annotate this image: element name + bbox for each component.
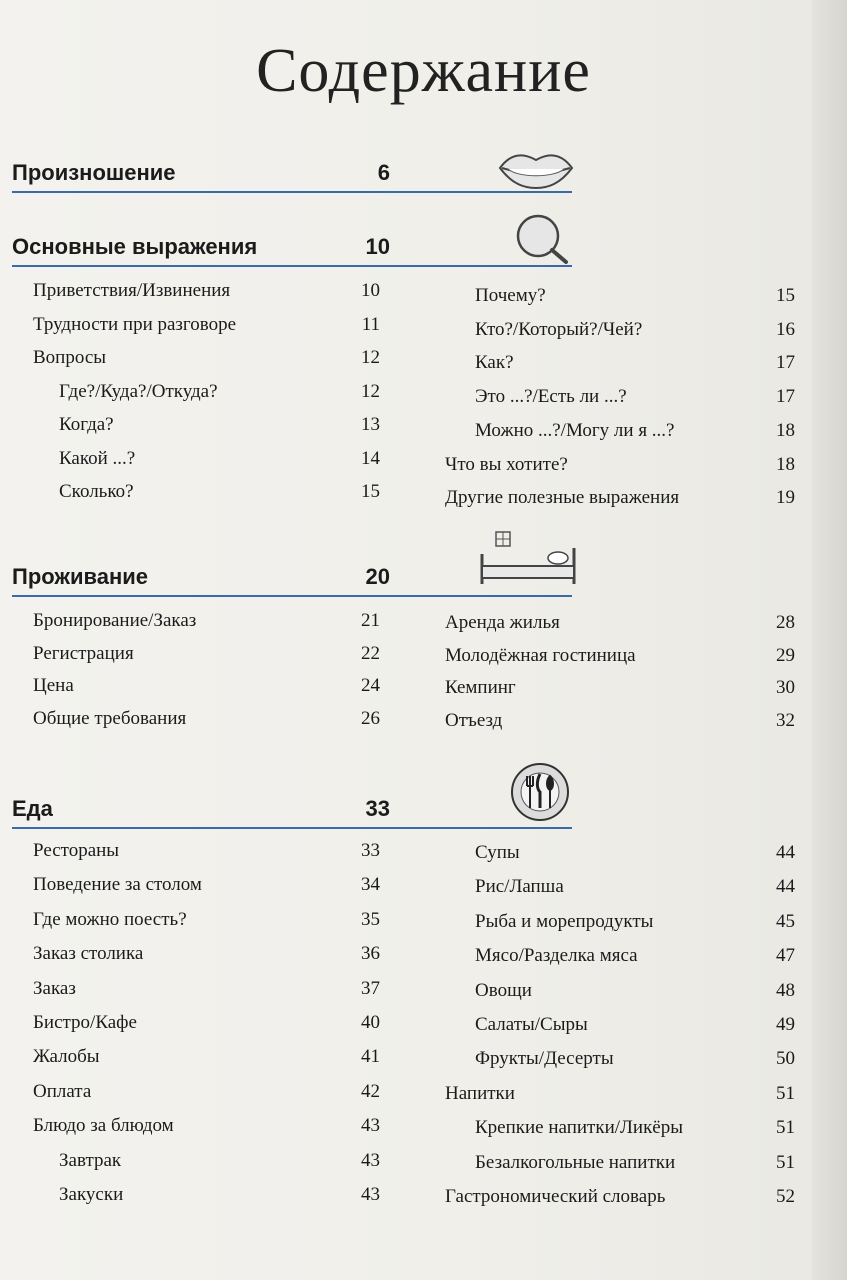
toc-entry-title: Заказ столика (33, 943, 144, 965)
toc-entry-page: 43 (361, 1184, 380, 1205)
toc-entry-title: Гастрономический словарь (445, 1186, 666, 1207)
toc-entry[interactable] (445, 1083, 795, 1111)
toc-entry-page: 17 (776, 386, 795, 408)
toc-entry-page: 16 (776, 318, 795, 340)
toc-entry-title: Трудности при разговоре (33, 313, 237, 335)
toc-entry[interactable] (475, 980, 795, 1008)
toc-entry-page: 19 (776, 487, 795, 509)
toc-entry-page: 43 (361, 1149, 380, 1171)
section-heading-pronunciation[interactable] (12, 158, 390, 188)
toc-entry[interactable] (59, 448, 380, 476)
section-page: 10 (365, 234, 390, 259)
toc-entry-page: 45 (776, 910, 795, 932)
toc-entry[interactable] (445, 1186, 795, 1214)
toc-entry-title: Жалобы (33, 1046, 100, 1068)
toc-entry[interactable] (33, 347, 380, 375)
section-underline (12, 191, 572, 193)
section-page: 33 (365, 796, 390, 821)
toc-entry-page: 18 (776, 453, 795, 475)
toc-entry[interactable] (475, 1152, 795, 1180)
toc-entry-title: Сколько? (59, 481, 134, 502)
page-edge (812, 0, 847, 1280)
section-page: 20 (365, 564, 390, 589)
toc-entry-title: Оплата (33, 1080, 92, 1102)
toc-entry-page: 51 (776, 1117, 795, 1139)
plate-cutlery-icon (510, 762, 570, 822)
toc-entry-title: Цена (33, 675, 74, 696)
toc-entry[interactable] (445, 487, 795, 515)
bed-icon (478, 528, 578, 590)
toc-entry-title: Крепкие напитки/Ликёры (475, 1117, 684, 1139)
toc-entry-page: 11 (361, 313, 380, 335)
toc-entry[interactable] (475, 1014, 795, 1042)
toc-entry-title: Овощи (475, 979, 532, 1001)
section-heading-food[interactable] (12, 794, 390, 824)
toc-entry[interactable] (33, 675, 380, 703)
magnifier-icon (500, 212, 580, 264)
toc-entry-page: 50 (776, 1048, 795, 1070)
toc-entry-page: 37 (361, 977, 380, 999)
section-title: Основные выражения (12, 234, 258, 259)
toc-entry[interactable] (475, 876, 795, 904)
toc-entry-page: 32 (776, 709, 795, 731)
toc-entry[interactable] (475, 945, 795, 973)
toc-entry[interactable] (33, 643, 380, 671)
page-title: Содержание (256, 37, 591, 105)
toc-entry[interactable] (475, 842, 795, 870)
toc-entry[interactable] (33, 909, 380, 937)
toc-entry-page: 41 (361, 1046, 380, 1068)
toc-entry[interactable] (475, 420, 795, 448)
toc-entry-title: Это ...?/Есть ли ...? (475, 386, 627, 408)
toc-entry[interactable] (475, 386, 795, 414)
toc-entry-title: Рестораны (33, 840, 120, 861)
section-title: Еда (12, 796, 53, 821)
toc-entry-title: Вопросы (33, 347, 107, 368)
toc-entry-title: Общие требования (33, 707, 187, 729)
toc-entry-title: Почему? (475, 285, 546, 306)
toc-entry[interactable] (475, 352, 795, 380)
section-heading-accommodation[interactable] (12, 562, 390, 592)
toc-entry-page: 49 (776, 1014, 795, 1035)
lips-icon (496, 148, 576, 190)
section-title: Проживание (12, 564, 149, 589)
toc-entry-title: Приветствия/Извинения (33, 280, 231, 301)
toc-entry-page: 15 (361, 481, 380, 502)
toc-entry-page: 18 (776, 419, 795, 441)
toc-entry-title: Где можно поесть? (33, 908, 187, 930)
toc-entry-title: Закуски (59, 1184, 124, 1205)
toc-entry-title: Бистро/Кафе (33, 1012, 137, 1033)
toc-entry-page: 43 (361, 1115, 380, 1137)
toc-entry[interactable] (475, 319, 795, 347)
toc-entry-page: 15 (776, 285, 795, 306)
toc-entry-title: Супы (475, 842, 520, 863)
section-underline (12, 265, 572, 267)
toc-entry[interactable] (445, 612, 795, 640)
toc-entry[interactable] (33, 874, 380, 902)
toc-entry-page: 35 (361, 908, 380, 930)
toc-entry[interactable] (475, 911, 795, 939)
toc-entry-title: Какой ...? (59, 447, 136, 469)
section-underline (12, 595, 572, 597)
toc-entry-title: Завтрак (59, 1149, 122, 1171)
toc-entry-title: Другие полезные выражения (445, 487, 680, 509)
toc-entry-page: 30 (776, 677, 795, 698)
toc-entry[interactable] (33, 1081, 380, 1109)
toc-entry-page: 44 (776, 876, 795, 898)
toc-entry-title: Регистрация (33, 642, 134, 664)
toc-entry-page: 40 (361, 1012, 380, 1033)
toc-entry-page: 24 (361, 675, 380, 696)
toc-entry-title: Когда? (59, 414, 114, 435)
toc-entry[interactable] (33, 1012, 380, 1040)
section-title: Произношение (12, 160, 176, 185)
toc-entry[interactable] (33, 978, 380, 1006)
toc-entry-title: Молодёжная гостиница (445, 644, 636, 666)
toc-entry-title: Рис/Лапша (475, 876, 564, 898)
toc-entry-page: 34 (361, 874, 380, 896)
toc-entry-page: 52 (776, 1186, 795, 1207)
toc-entry-title: Кто?/Который?/Чей? (475, 318, 643, 340)
toc-entry[interactable] (445, 645, 795, 673)
toc-entry-page: 47 (776, 945, 795, 967)
toc-entry[interactable] (59, 481, 380, 509)
toc-entry-page: 26 (361, 707, 380, 729)
toc-entry-title: Блюдо за блюдом (33, 1115, 174, 1137)
toc-entry-title: Мясо/Разделка мяса (475, 945, 638, 967)
toc-entry[interactable] (33, 1046, 380, 1074)
toc-entry-title: Где?/Куда?/Откуда? (59, 380, 218, 402)
toc-entry[interactable] (33, 708, 380, 736)
toc-entry-page: 51 (776, 1082, 795, 1104)
toc-entry[interactable] (475, 1048, 795, 1076)
toc-entry[interactable] (475, 285, 795, 313)
toc-entry-page: 28 (776, 612, 795, 633)
toc-entry-page: 51 (776, 1151, 795, 1173)
toc-entry-title: Аренда жилья (445, 612, 560, 633)
toc-entry[interactable] (59, 1150, 380, 1178)
toc-entry-page: 14 (361, 447, 380, 469)
toc-entry-page: 29 (776, 644, 795, 666)
toc-entry-page: 12 (361, 380, 380, 402)
toc-entry-page: 44 (776, 842, 795, 863)
toc-entry-page: 42 (361, 1080, 380, 1102)
toc-entry[interactable] (445, 454, 795, 482)
toc-entry-page: 36 (361, 943, 380, 965)
toc-entry-title: Поведение за столом (33, 874, 202, 896)
toc-entry[interactable] (33, 1115, 380, 1143)
toc-entry[interactable] (33, 314, 380, 342)
section-underline (12, 827, 572, 829)
toc-entry-title: Фрукты/Десерты (475, 1048, 614, 1070)
section-page: 6 (377, 160, 390, 185)
toc-entry[interactable] (59, 381, 380, 409)
toc-entry-page: 22 (361, 642, 380, 664)
toc-entry[interactable] (33, 610, 380, 638)
toc-entry[interactable] (33, 280, 380, 308)
toc-entry-title: Отъезд (445, 709, 503, 731)
toc-entry[interactable] (59, 1184, 380, 1212)
toc-entry-title: Что вы хотите? (445, 453, 568, 475)
toc-entry-page: 48 (776, 979, 795, 1001)
toc-entry-page: 21 (361, 610, 380, 631)
section-heading-basic[interactable] (12, 232, 390, 262)
toc-entry-title: Салаты/Сыры (475, 1014, 588, 1035)
toc-entry-page: 33 (361, 840, 380, 861)
toc-entry-title: Безалкогольные напитки (475, 1151, 676, 1173)
toc-entry-page: 12 (361, 347, 380, 368)
toc-entry-title: Можно ...?/Могу ли я ...? (475, 419, 675, 441)
toc-entry[interactable] (445, 677, 795, 705)
toc-entry-title: Кемпинг (445, 677, 516, 698)
toc-entry-title: Рыба и морепродукты (475, 910, 654, 932)
toc-entry[interactable] (59, 414, 380, 442)
toc-entry-title: Как? (475, 352, 514, 374)
toc-entry[interactable] (33, 943, 380, 971)
toc-entry[interactable] (33, 840, 380, 868)
toc-entry-title: Заказ (33, 977, 76, 999)
toc-entry[interactable] (475, 1117, 795, 1145)
toc-entry[interactable] (445, 710, 795, 738)
toc-entry-page: 10 (361, 280, 380, 301)
toc-entry-title: Напитки (445, 1082, 515, 1104)
toc-entry-page: 17 (776, 352, 795, 374)
toc-entry-title: Бронирование/Заказ (33, 610, 197, 631)
toc-entry-page: 13 (361, 414, 380, 435)
